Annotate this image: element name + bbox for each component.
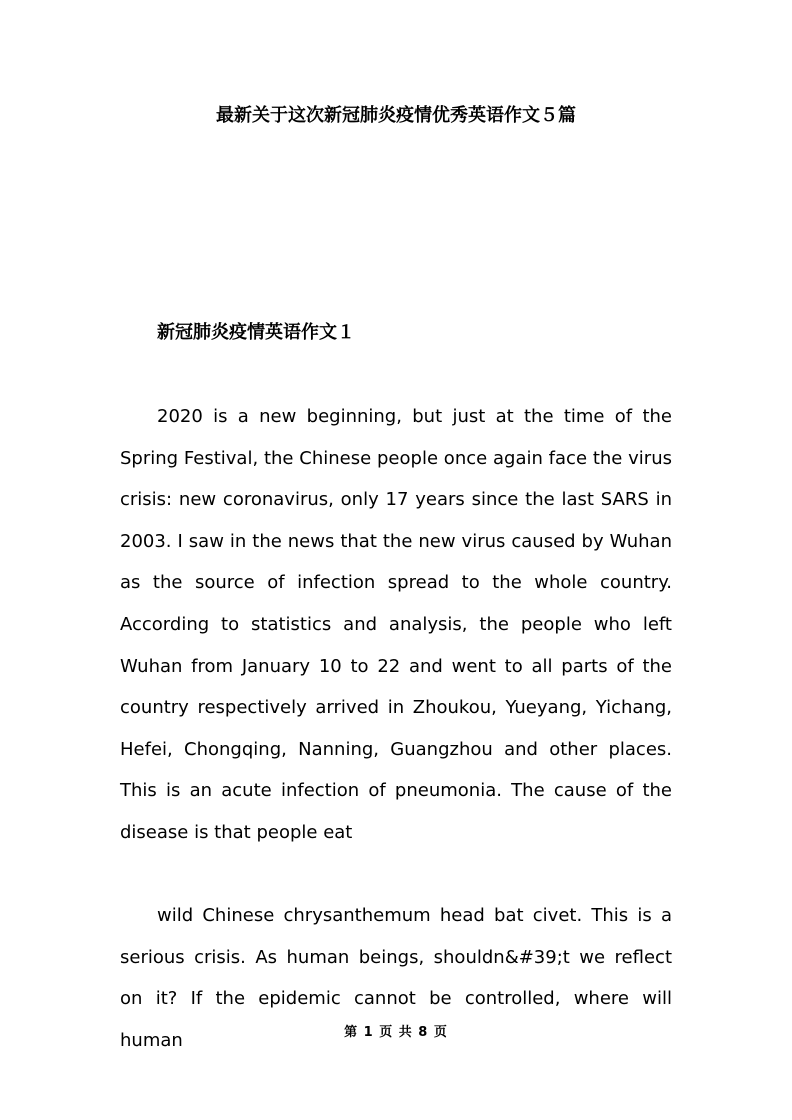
body-paragraph: 2020 is a new beginning, but just at the time of the Spring Festival, the Chinese people once again face the virus crisis: new coronavirus, only 17 years since the last SARS in 2003. I saw in the news that the new virus caused by Wuhan as the source of infection spread to the whole country. According to statistics and analysis, the people who left Wuhan from January 10 to 22 and went to all parts of the country respectively arrived in Zhoukou, Yueyang, Yichang, Hefei, Chongqing, Nanning, Guangzhou and other places. This is an acute infection of pneumonia. The cause of the disease is that people eat: [120, 406, 672, 843]
body-paragraph: wild Chinese chrysanthemum head bat civet. This is a serious crisis. As human beings, shouldn&#39;t we reflect on it? If the epidemic cannot be controlled, where will human: [120, 905, 672, 1051]
document-title: 最新关于这次新冠肺炎疫情优秀英语作文５篇: [216, 105, 576, 126]
section-heading: 新冠肺炎疫情英语作文１: [157, 322, 355, 343]
page-number-footer: 第 1 页 共 8 页: [344, 1025, 448, 1040]
